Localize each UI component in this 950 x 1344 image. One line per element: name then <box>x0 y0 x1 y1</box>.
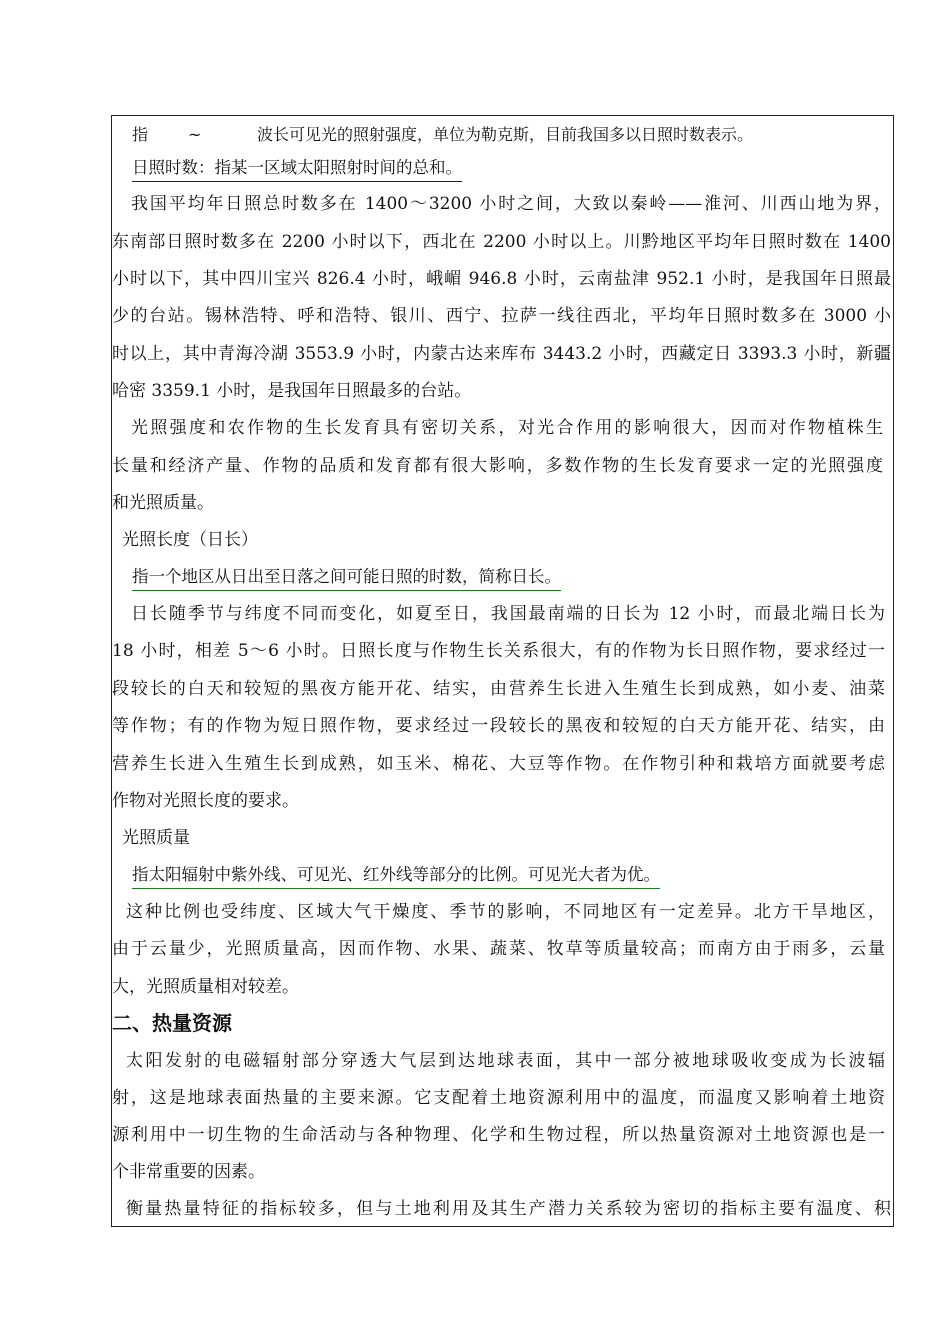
text-line <box>112 116 895 153</box>
definition-line <box>112 559 895 596</box>
section-heading: 二、热量资源 <box>112 1011 232 1035</box>
text-fragment: ~ <box>188 125 202 144</box>
paragraph-line: 东南部日照时数多在 2200 小时以下，西北在 2200 小时以上。川黔地区平均年日照时数在 1400 <box>112 232 891 252</box>
day-length-definition: 指一个地区从日出至日落之间可能日照的时数，简称日长。 <box>132 565 561 591</box>
subheading-light-duration: 光照长度（日长） <box>122 530 258 550</box>
paragraph-line: 射，这是地球表面热量的主要来源。它支配着土地资源利用中的温度，而温度又影响着土地资 <box>112 1088 885 1108</box>
sunshine-definition: 日照时数：指某一区域太阳照射时间的总和。 <box>132 156 462 182</box>
paragraph-line: 少的台站。锡林浩特、呼和浩特、银川、西宁、拉萨一线往西北，平均年日照时数多在 3000 小 <box>112 306 891 326</box>
document-frame <box>111 115 894 1227</box>
paragraph-line: 日长随季节与纬度不同而变化，如夏至日，我国最南端的日长为 12 小时，而最北端日长为 <box>131 604 885 624</box>
paragraph-line: 光照强度和农作物的生长发育具有密切关系，对光合作用的影响很大，因而对作物植株生 <box>131 418 883 438</box>
light-quality-definition: 指太阳辐射中紫外线、可见光、红外线等部分的比例。可见光大者为优。 <box>132 863 660 889</box>
paragraph-line: 和光照质量。 <box>112 493 214 513</box>
paragraph-line: 由于云量少，光照质量高，因而作物、水果、蔬菜、牧草等质量较高；而南方由于雨多，云量 <box>112 939 885 959</box>
paragraph-line: 太阳发射的电磁辐射部分穿透大气层到达地球表面，其中一部分被地球吸收变成为长波辐 <box>126 1051 885 1071</box>
paragraph-line: 衡量热量特征的指标较多，但与土地利用及其生产潜力关系较为密切的指标主要有温度、积 <box>126 1199 891 1219</box>
paragraph-line: 我国平均年日照总时数多在 1400～3200 小时之间，大致以秦岭——淮河、川西山地为界， <box>131 194 891 214</box>
paragraph-line: 哈密 3359.1 小时，是我国年日照最多的台站。 <box>112 381 472 401</box>
paragraph-line: 小时以下，其中四川宝兴 826.4 小时，峨嵋 946.8 小时，云南盐津 952.1 小时，是我国年日照最 <box>112 269 891 289</box>
text-fragment: 波长可见光的照射强度，单位为勒克斯，目前我国多以日照时数表示。 <box>257 125 754 144</box>
subheading-light-quality: 光照质量 <box>122 828 190 848</box>
paragraph-line: 等作物；有的作物为短日照作物，要求经过一段较长的黑夜和较短的白天方能开花、结实，由 <box>112 716 885 736</box>
paragraph-line: 段较长的白天和较短的黑夜方能开花、结实，由营养生长进入生殖生长到成熟，如小麦、油菜 <box>112 679 885 699</box>
text-fragment: 指 <box>132 125 149 144</box>
paragraph-line: 源利用中一切生物的生命活动与各种物理、化学和生物过程，所以热量资源对土地资源也是一 <box>112 1125 885 1145</box>
paragraph-line: 作物对光照长度的要求。 <box>112 791 299 811</box>
paragraph-line: 长量和经济产量、作物的品质和发育都有很大影响，多数作物的生长发育要求一定的光照强度 <box>112 456 883 476</box>
definition-line <box>112 150 895 187</box>
paragraph-line: 时以上，其中青海冷湖 3553.9 小时，内蒙古达来库布 3443.2 小时，西藏定日 3393.3 小时，新疆 <box>112 344 891 364</box>
paragraph-line: 18 小时，相差 5～6 小时。日照长度与作物生长关系很大，有的作物为长日照作物，要求经过一 <box>112 641 885 661</box>
paragraph-line: 这种比例也受纬度、区域大气干燥度、季节的影响，不同地区有一定差异。北方干旱地区， <box>126 902 885 922</box>
paragraph-line: 营养生长进入生殖生长到成熟，如玉米、棉花、大豆等作物。在作物引种和栽培方面就要考虑 <box>112 754 885 774</box>
paragraph-line: 个非常重要的因素。 <box>112 1162 265 1182</box>
definition-line <box>112 857 895 894</box>
paragraph-line: 大，光照质量相对较差。 <box>112 977 299 997</box>
